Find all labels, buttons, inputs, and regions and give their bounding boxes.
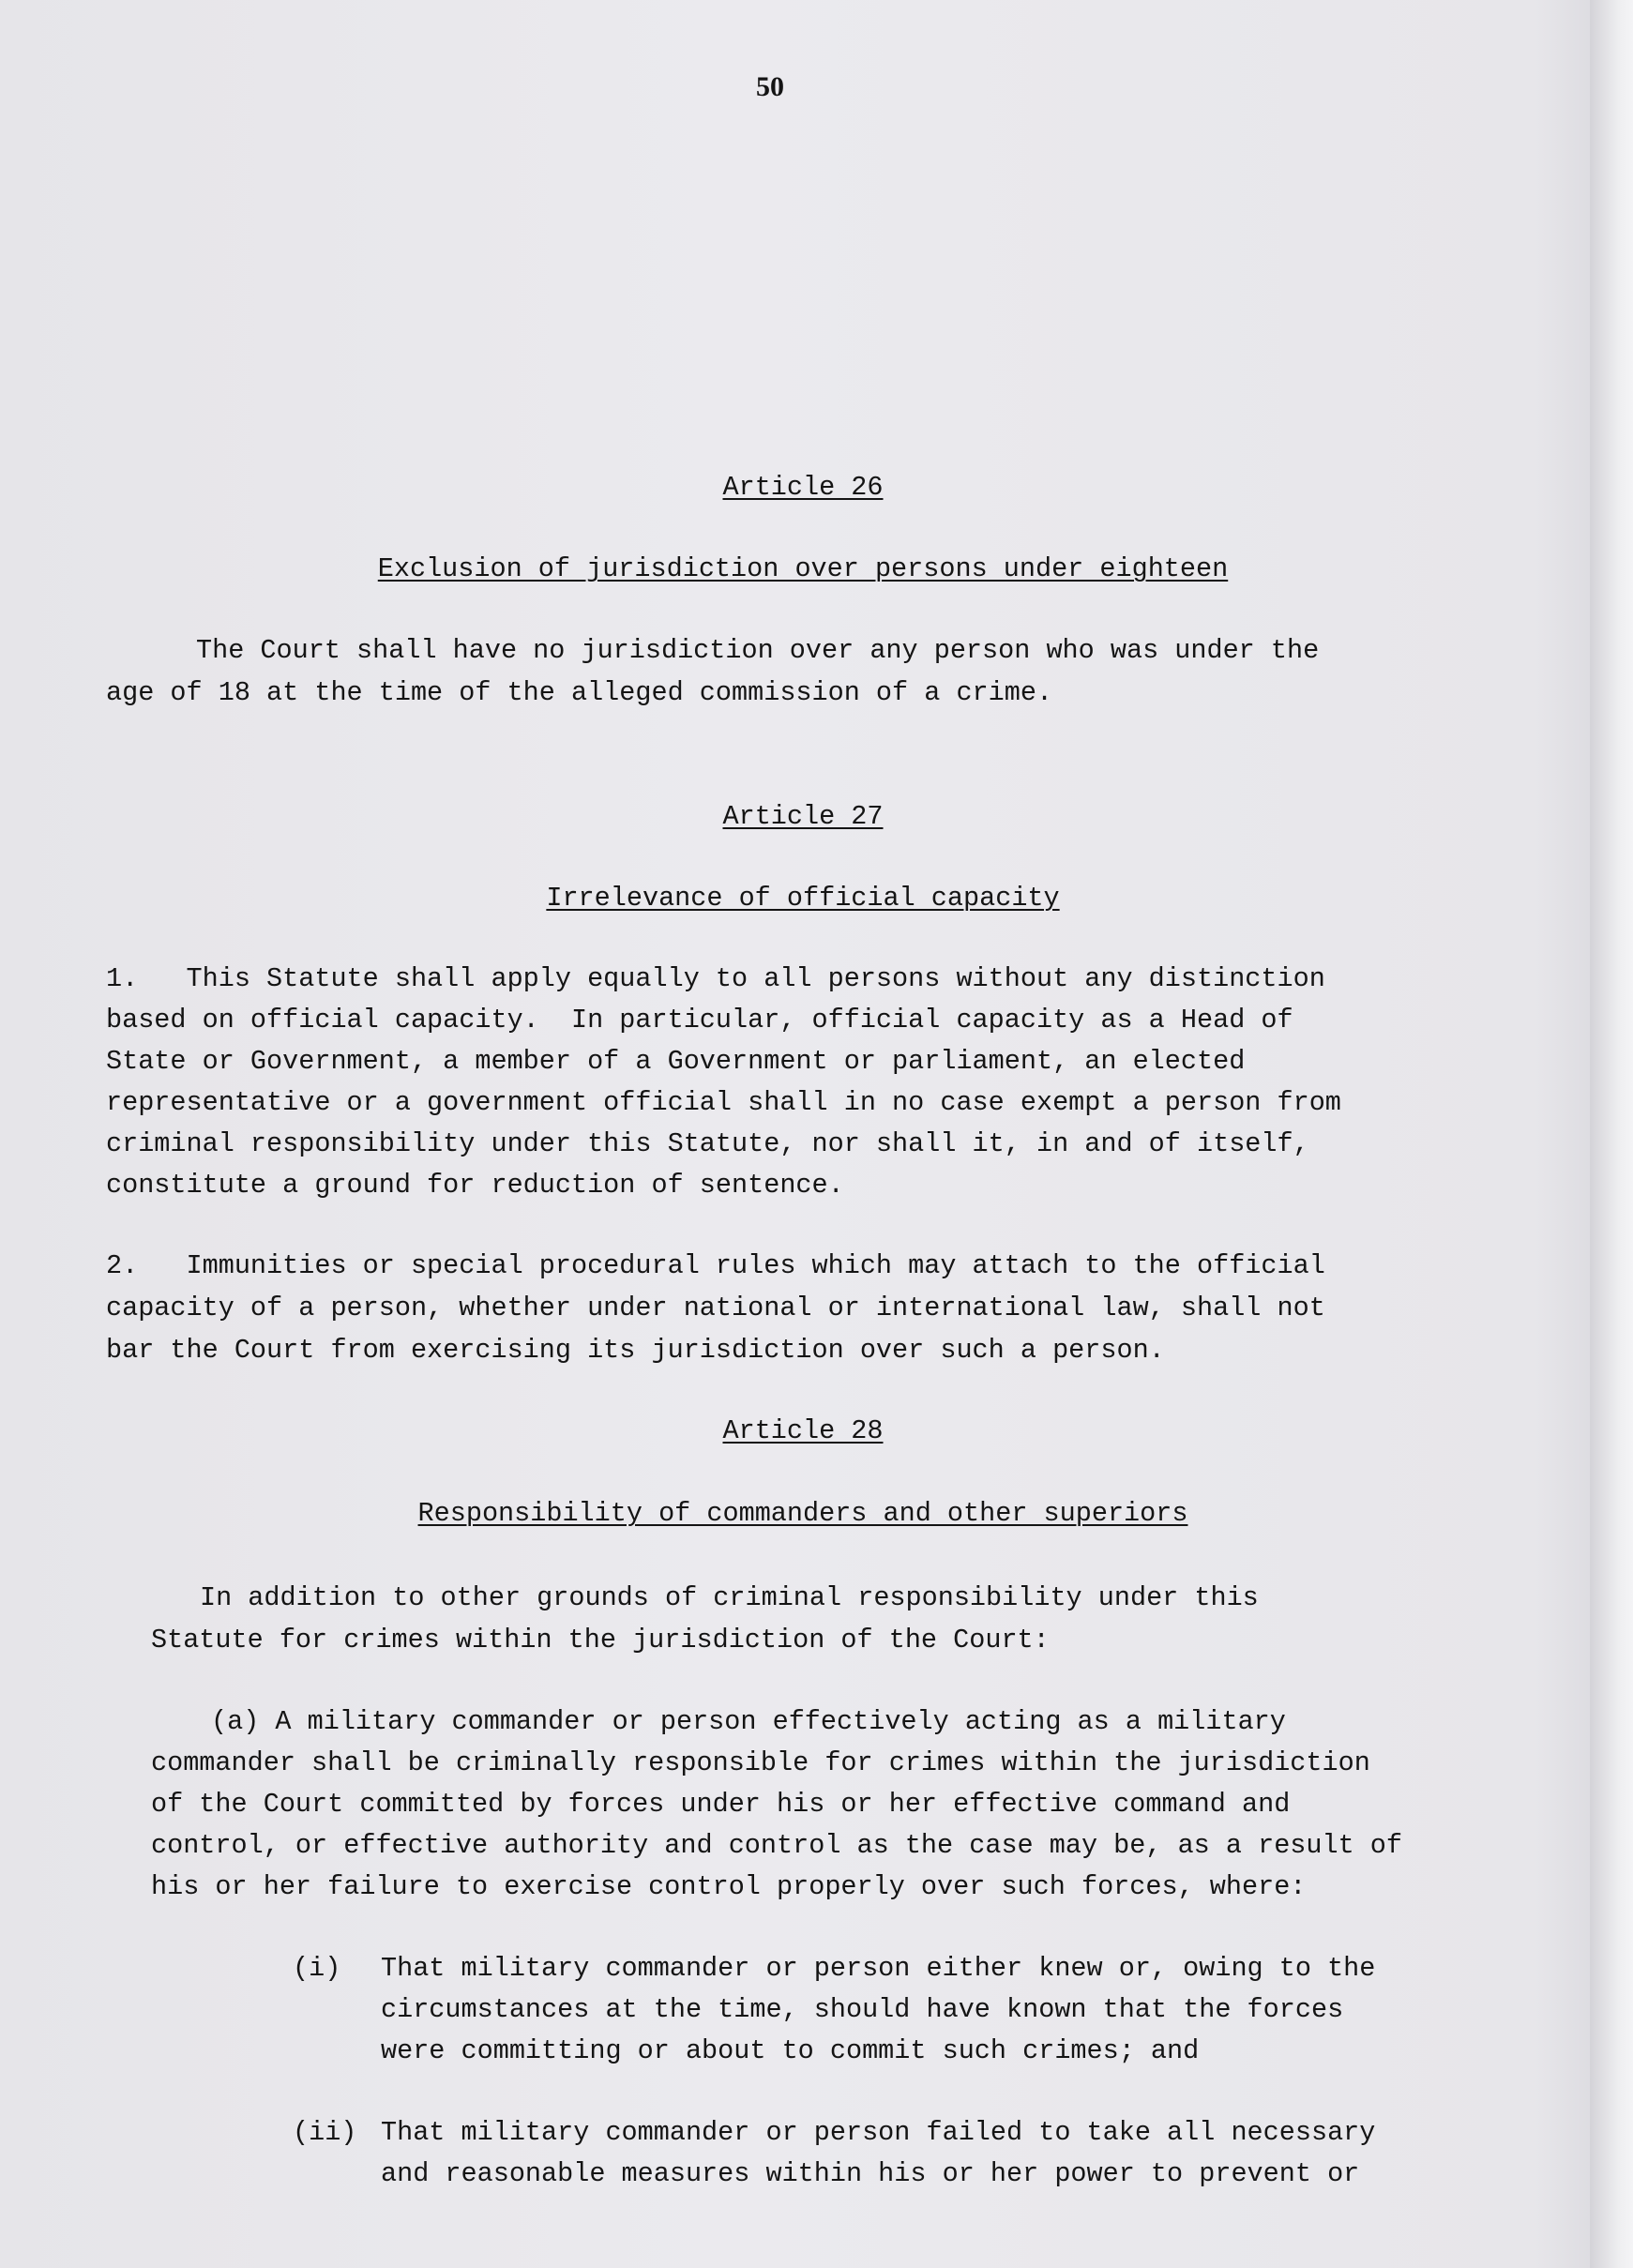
item-i-marker: (i) [293, 1953, 341, 1984]
article-27-para1-line: State or Government, a member of a Government or parliament, an elected [106, 1046, 1246, 1077]
article-27-para1-line: representative or a government official shall in no case exempt a person from [106, 1087, 1341, 1118]
article-28-para-a-line: his or her failure to exercise control properly over such forces, where: [151, 1871, 1307, 1902]
article-27-para2-line: capacity of a person, whether under national or international law, shall not [106, 1293, 1325, 1323]
article-28-para-a-line: control, or effective authority and control as the case may be, as a result of [151, 1830, 1403, 1861]
article-28-heading: Article 28 [722, 1415, 884, 1446]
article-27-para1-line: criminal responsibility under this Statute, nor shall it, in and of itself, [106, 1128, 1309, 1159]
article-26-heading: Article 26 [722, 472, 884, 503]
article-27-heading: Article 27 [722, 801, 884, 832]
article-28-para-a-line: of the Court committed by forces under his or her effective command and [151, 1789, 1291, 1820]
article-26-title: Exclusion of jurisdiction over persons under eighteen [377, 553, 1229, 584]
article-26-body-line: The Court shall have no jurisdiction over any person who was under the [196, 635, 1320, 666]
item-i-line: That military commander or person either knew or, owing to the [381, 1953, 1376, 1984]
article-28-intro-line: Statute for crimes within the jurisdiction of the Court: [151, 1625, 1050, 1656]
item-ii-line: and reasonable measures within his or her power to prevent or [381, 2158, 1360, 2189]
article-28-intro-line: In addition to other grounds of criminal responsibility under this [200, 1582, 1259, 1613]
item-i-line: were committing or about to commit such crimes; and [381, 2035, 1200, 2066]
article-28-title: Responsibility of commanders and other superiors [417, 1498, 1188, 1529]
article-28-para-a-line: (a) A military commander or person effectively acting as a military [211, 1706, 1286, 1737]
article-27-para1-line: based on official capacity. In particular, official capacity as a Head of [106, 1005, 1293, 1036]
article-28-para-a-line: commander shall be criminally responsible for crimes within the jurisdiction [151, 1747, 1370, 1778]
page-number: 50 [756, 71, 784, 102]
item-i-line: circumstances at the time, should have known that the forces [381, 1994, 1344, 2025]
article-27-para2-line: 2. Immunities or special procedural rules which may attach to the official [106, 1250, 1325, 1281]
item-ii-line: That military commander or person failed to take all necessary [381, 2117, 1376, 2148]
article-27-para1-line: constitute a ground for reduction of sentence. [106, 1170, 844, 1201]
item-ii-marker: (ii) [293, 2117, 357, 2148]
article-27-para2-line: bar the Court from exercising its jurisdiction over such a person. [106, 1335, 1165, 1366]
article-27-title: Irrelevance of official capacity [546, 883, 1060, 914]
article-26-body-line: age of 18 at the time of the alleged commission of a crime. [106, 677, 1053, 708]
page-edge-shadow [1590, 0, 1633, 2268]
article-27-para1-line: 1. This Statute shall apply equally to all persons without any distinction [106, 963, 1325, 994]
